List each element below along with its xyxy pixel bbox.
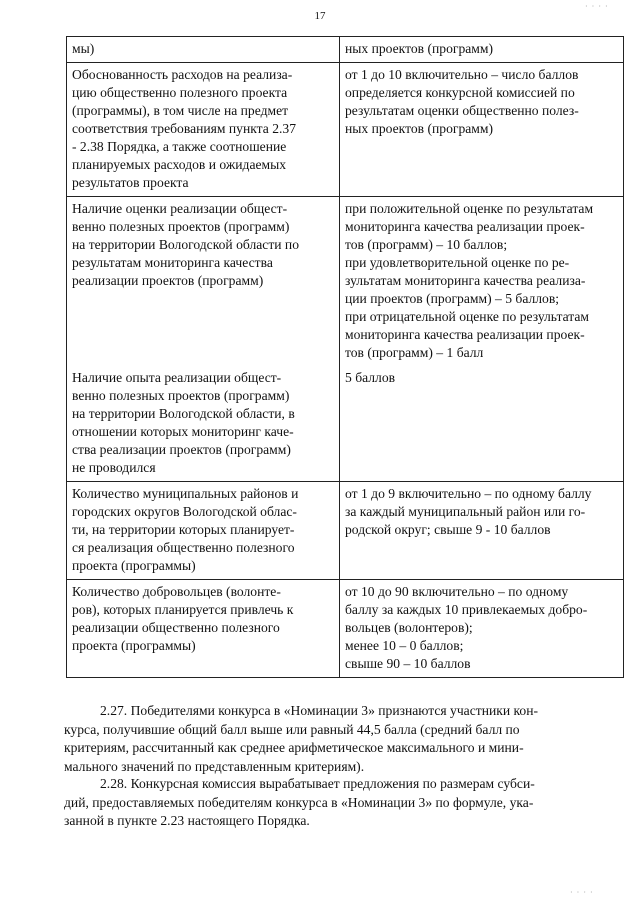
table-text-line: Обоснованность расходов на реализа- <box>72 67 293 82</box>
criterion-cell <box>67 482 340 580</box>
paragraph-line: дий, предоставляемых победителям конкурса в «Номинации 3» по формуле, ука- <box>64 794 534 810</box>
table-text-line: тов (программ) – 1 балл <box>345 345 484 360</box>
table-text-line: результатам мониторинга качества <box>72 255 273 270</box>
table-text-line: баллу за каждых 10 привлекаемых добро- <box>345 602 588 617</box>
table-text-line: при удовлетворительной оценке по ре- <box>345 255 570 270</box>
table-text-line: реализации общественно полезного <box>72 620 280 635</box>
score-cell <box>340 580 624 678</box>
table-text-line: городских округов Вологодской облас- <box>72 504 297 519</box>
score-cell <box>340 197 624 367</box>
table-text-line: мониторинга качества реализации проек- <box>345 327 585 342</box>
table-text-line: отношении которых мониторинг каче- <box>72 424 294 439</box>
paragraph-line: мального значений по представленным критериям). <box>64 758 365 774</box>
paragraph-2-27 <box>64 702 612 776</box>
table-text-line: реализации проектов (программ) <box>72 273 264 288</box>
table-text-line: не проводился <box>72 460 156 475</box>
table-text-line: на территории Вологодской области, в <box>72 406 295 421</box>
table-row <box>67 63 624 197</box>
table-text-line: менее 10 – 0 баллов; <box>345 638 464 653</box>
criterion-cell <box>67 37 340 63</box>
table-text-line: родской округ; свыше 9 - 10 баллов <box>345 522 551 537</box>
paragraph-2-28 <box>64 775 612 831</box>
paragraph-line: 2.28. Конкурсная комиссия вырабатывает предложения по размерам субси- <box>100 776 535 791</box>
table-text-line: от 1 до 10 включительно – число баллов <box>345 67 579 82</box>
table-text-line: (программы), в том числе на предмет <box>72 103 289 118</box>
table-text-line: - 2.38 Порядка, а также соотношение <box>72 139 287 154</box>
table-text-line: ства реализации проектов (программ) <box>72 442 291 457</box>
table-row <box>67 482 624 580</box>
table-text-line: мы) <box>72 41 95 56</box>
table-text-line: цию общественно полезного проекта <box>72 85 288 100</box>
table-text-line: результатам оценки общественно полез- <box>345 103 579 118</box>
table-text-line: Наличие оценки реализации общест- <box>72 201 288 216</box>
table-text-line: проекта (программы) <box>72 558 196 573</box>
table-text-line: ных проектов (программ) <box>345 41 494 56</box>
paragraph-line: критериям, рассчитанный как среднее арифметическое максимального и мини- <box>64 740 524 755</box>
table-row <box>67 366 624 482</box>
paragraph-line: курса, получившие общий балл выше или равный 44,5 балла (средний балл по <box>64 721 520 737</box>
score-cell <box>340 366 624 482</box>
table-text-line: результатов проекта <box>72 175 189 190</box>
score-cell <box>340 37 624 63</box>
table-text-line: Количество муниципальных районов и <box>72 486 299 501</box>
table-text-line: проекта (программы) <box>72 638 196 653</box>
paragraph-line: занной в пункте 2.23 настоящего Порядка. <box>64 813 310 828</box>
page-number: 17 <box>314 10 326 22</box>
table-text-line: ти, на территории которых планирует- <box>72 522 295 537</box>
criteria-table <box>66 36 624 678</box>
table-text-line: вольцев (волонтеров); <box>345 620 473 635</box>
criterion-cell <box>67 197 340 367</box>
table-text-line: соответствия требованиям пункта 2.37 <box>72 121 297 136</box>
criterion-cell <box>67 580 340 678</box>
table-text-line: определяется конкурсной комиссией по <box>345 85 575 100</box>
criterion-cell <box>67 63 340 197</box>
table-text-line: от 1 до 9 включительно – по одному баллу <box>345 486 592 501</box>
scan-artifact: · · · · <box>570 888 594 897</box>
score-cell <box>340 482 624 580</box>
table-text-line: венно полезных проектов (программ) <box>72 219 290 234</box>
table-text-line: ции проектов (программ) – 5 баллов; <box>345 291 560 306</box>
table-row <box>67 197 624 367</box>
table-text-line: при отрицательной оценке по результатам <box>345 309 590 324</box>
table-text-line: Наличие опыта реализации общест- <box>72 370 282 385</box>
table-text-line: Количество добровольцев (волонте- <box>72 584 281 599</box>
table-text-line: свыше 90 – 10 баллов <box>345 656 471 671</box>
table-text-line: при положительной оценке по результатам <box>345 201 594 216</box>
scan-artifact: · · · · <box>585 2 609 11</box>
table-row <box>67 37 624 63</box>
table-text-line: от 10 до 90 включительно – по одному <box>345 584 569 599</box>
table-row <box>67 580 624 678</box>
criterion-cell <box>67 366 340 482</box>
paragraph-line: 2.27. Победителями конкурса в «Номинации 3» признаются участники кон- <box>100 703 539 718</box>
table-text-line: за каждый муниципальный район или го- <box>345 504 586 519</box>
table-text-line: ных проектов (программ) <box>345 121 494 136</box>
table-text-line: ся реализация общественно полезного <box>72 540 295 555</box>
table-text-line: ров), которых планируется привлечь к <box>72 602 294 617</box>
score-cell <box>340 63 624 197</box>
table-text-line: на территории Вологодской области по <box>72 237 300 252</box>
table-text-line: зультатам мониторинга качества реализа- <box>345 273 586 288</box>
table-text-line: 5 баллов <box>345 370 396 385</box>
table-text-line: тов (программ) – 10 баллов; <box>345 237 508 252</box>
table-text-line: мониторинга качества реализации проек- <box>345 219 585 234</box>
table-text-line: планируемых расходов и ожидаемых <box>72 157 287 172</box>
table-text-line: венно полезных проектов (программ) <box>72 388 290 403</box>
